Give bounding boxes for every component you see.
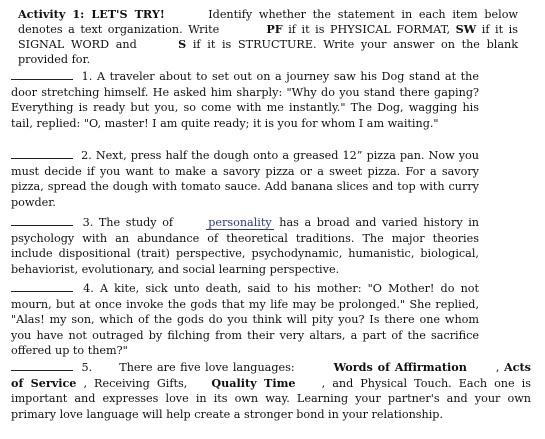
code-signal-word: SW <box>455 22 477 36</box>
answer-blank[interactable] <box>11 215 73 226</box>
list-item <box>11 69 479 131</box>
item-number: 2. <box>81 149 92 162</box>
activity-label: Activity 1: LET'S TRY! <box>18 7 165 21</box>
item-text: A traveler about to set out on a journey saw his Dog stand at the door stretching himself. He asked him sharply: "Why do you stand there gaping? Everything is ready but you, so come with me instantly." The Dog, wagging his tail, replied: "O, master! I am quite ready; it is you for whom I am waiting." <box>11 70 480 130</box>
instruction-text-1: Identify whether the statement in each item below denotes a text organization. Write <box>18 8 519 36</box>
item-number: 5. <box>81 361 93 374</box>
instruction-text-2: if it is PHYSICAL FORMAT, <box>288 23 451 36</box>
answer-blank[interactable] <box>11 148 73 159</box>
answer-blank[interactable] <box>11 360 73 371</box>
item-text: Next, press half the dough onto a greased 12” pizza pan. Now you must decide if you want to make a savory pizza or a sweet pizza. For a savory pizza, spread the dough with tomato sauce. Add banana slices and top with curry powder. <box>11 149 479 209</box>
code-physical-format: PF <box>266 22 283 36</box>
love-language-acts-of-service: Acts of Service <box>11 360 531 390</box>
list-item <box>11 215 479 277</box>
list-item <box>11 148 479 210</box>
answer-blank[interactable] <box>11 69 73 80</box>
activity-instructions <box>18 7 518 67</box>
love-language-words-of-affirmation: Words of Affirmation <box>333 360 467 374</box>
instruction-text-4: if it is STRUCTURE. Write your answer on the blank provided for. <box>18 38 518 66</box>
item-text: The study of <box>98 216 174 229</box>
item-text: , Receiving Gifts, <box>83 376 188 390</box>
instruction-text-3: if it is SIGNAL WORD and <box>18 23 518 51</box>
list-item <box>11 360 531 422</box>
keyword-personality: personality <box>208 216 272 229</box>
item-text: has a broad and varied history in psychology with an abundance of theoretical traditions. The major theories include dispositional (trait) perspective, psychodynamic, humanistic, biological, behaviorist, evolutionary, and social learning perspective. <box>11 216 480 276</box>
love-language-quality-time: Quality Time <box>211 375 296 390</box>
item-text: There are five love languages: <box>119 361 295 374</box>
item-number: 1. <box>81 70 93 83</box>
item-number: 4. <box>83 282 94 295</box>
item-text: A kite, sick unto death, said to his mother: "O Mother! do not mourn, but at once invoke the gods that my life may be prolonged." She replied, "Alas! my son, which of the gods do you think will pity you? Is there one whom you have not outraged by filching from their very altars, a part of the sacrifice offered up to them?" <box>11 282 480 358</box>
item-text: , and Physical Touch. Each one is important and expresses love in its own way. Learning your partner's and your own primary love language will help create a stronger bond in your relationship. <box>11 376 531 421</box>
list-item <box>11 281 479 359</box>
code-structure: S <box>178 37 187 51</box>
item-number: 3. <box>82 216 94 229</box>
answer-blank[interactable] <box>11 281 73 292</box>
item-text: , <box>495 361 500 374</box>
